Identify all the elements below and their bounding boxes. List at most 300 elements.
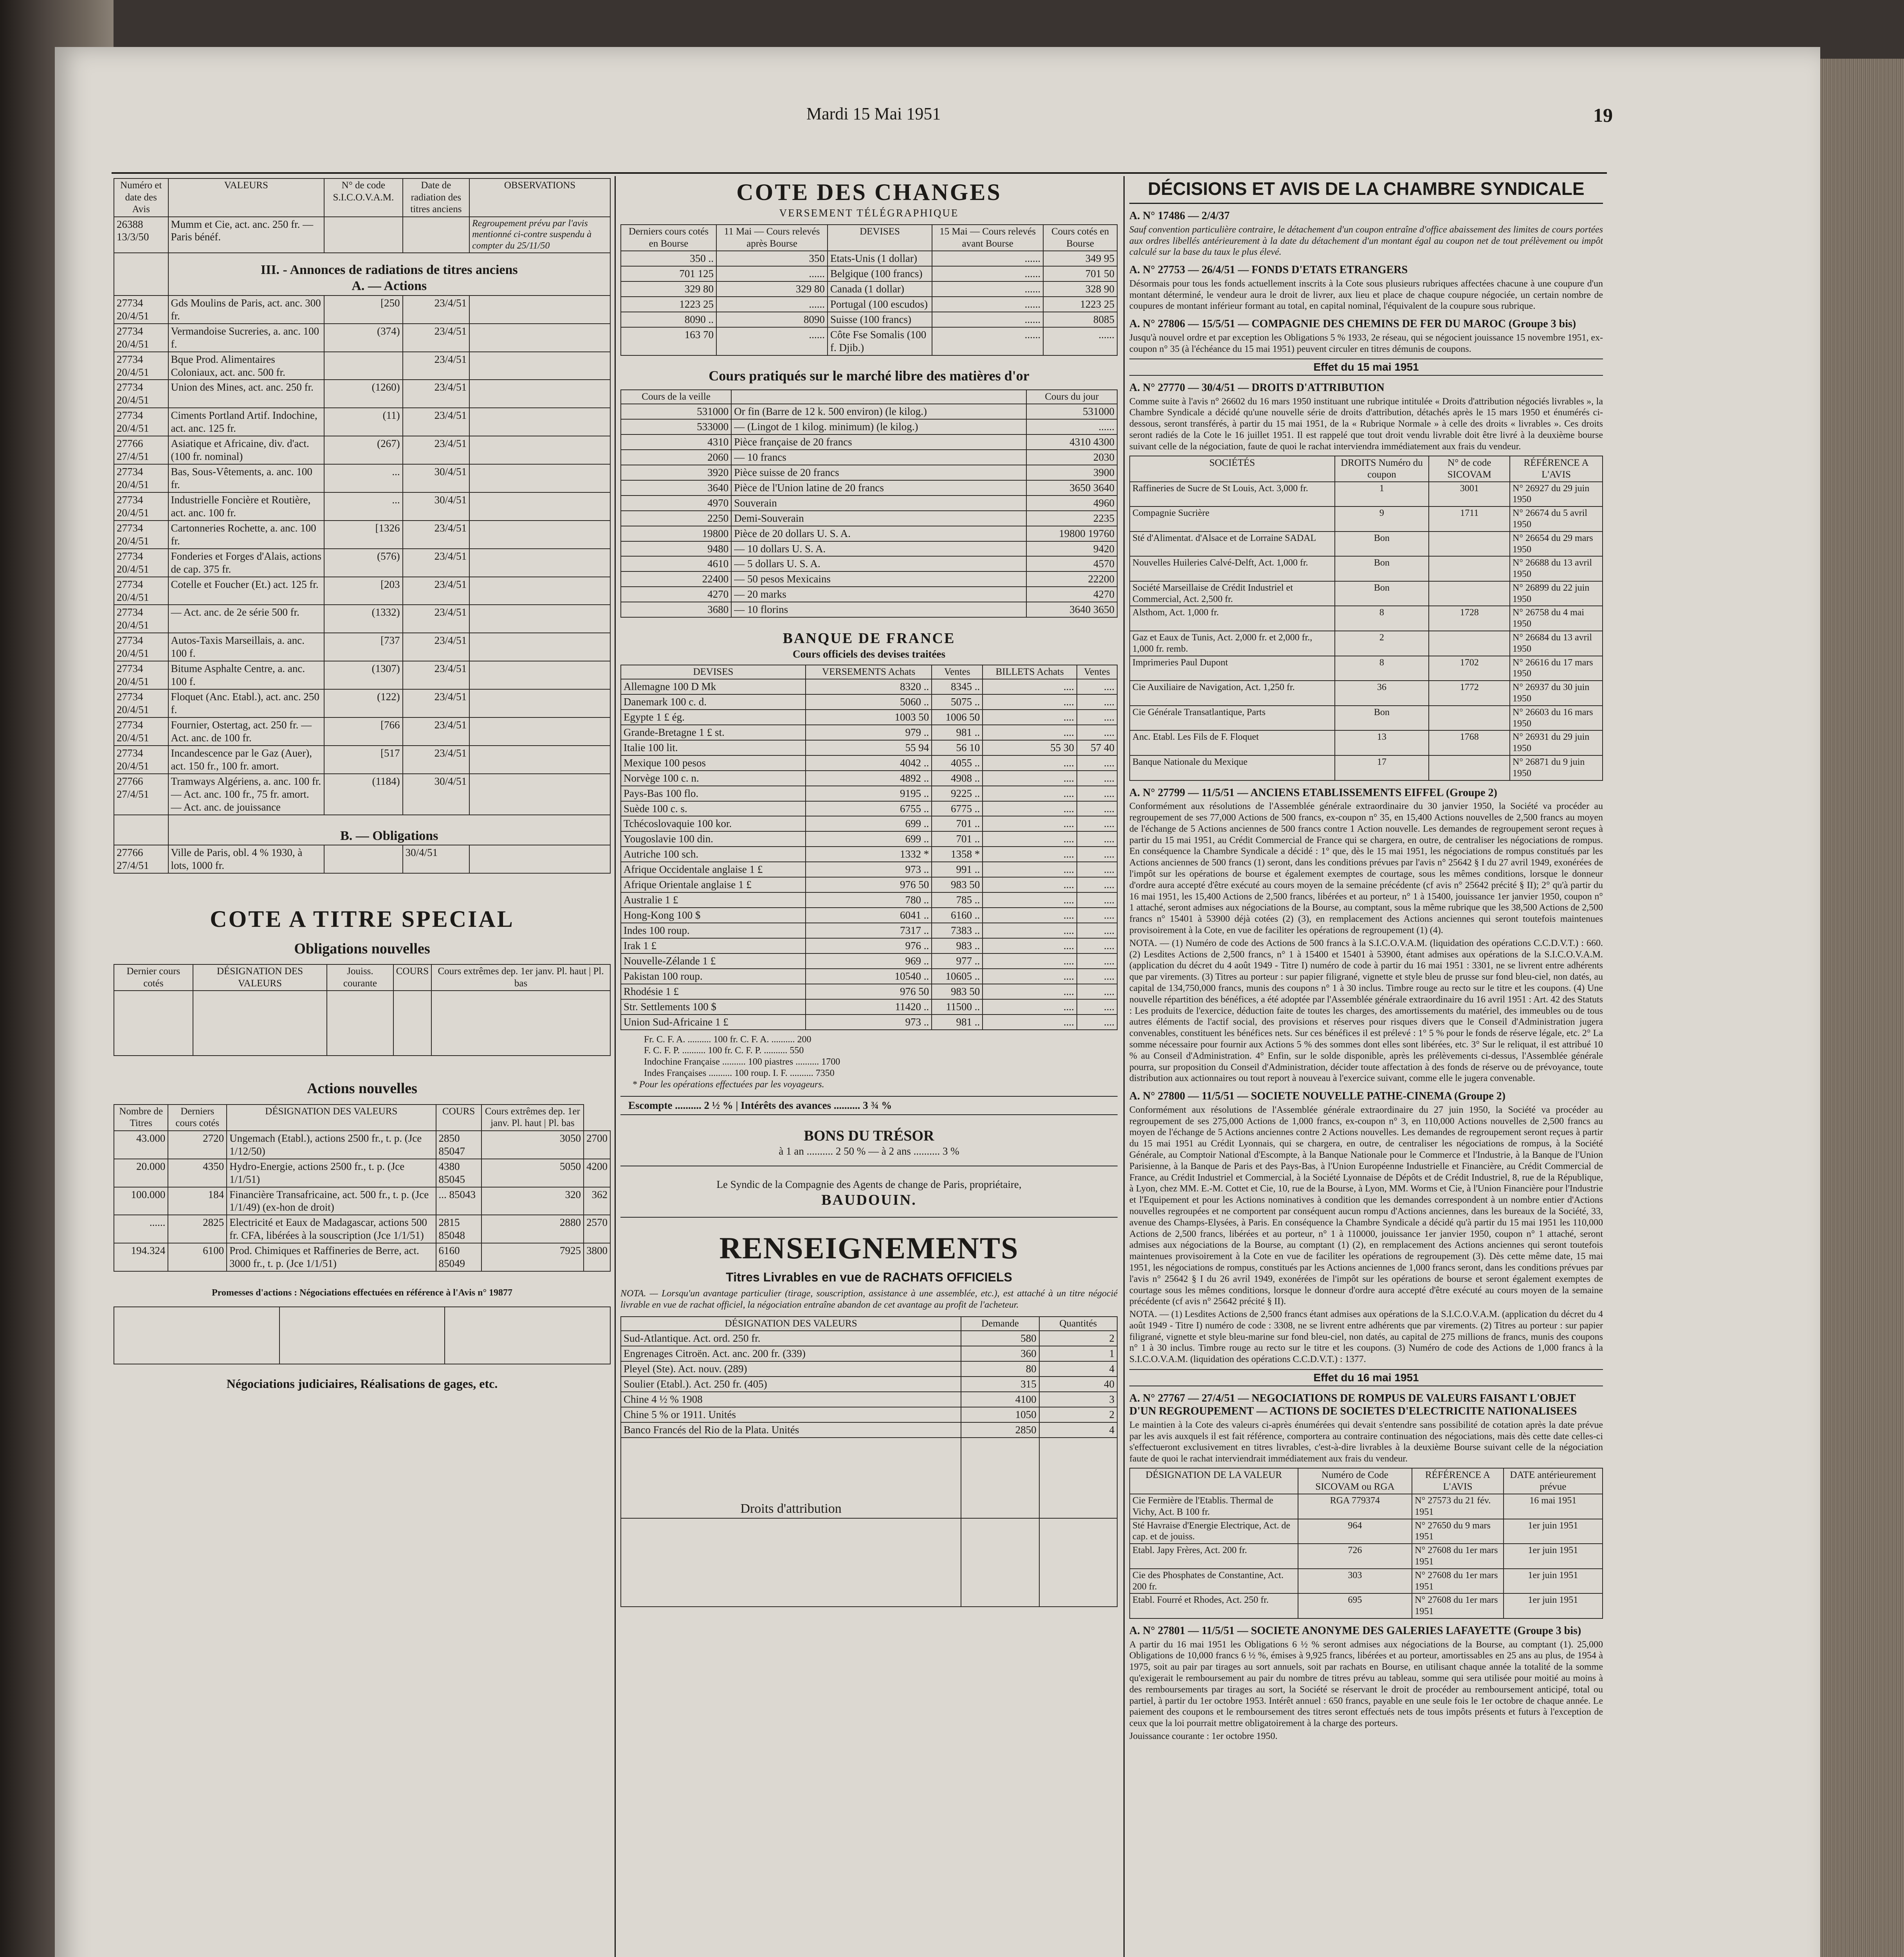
cell-part: ... [438, 1188, 447, 1200]
table-row [1130, 581, 1603, 606]
cell: 701 .. [932, 831, 983, 847]
cell: 695 [1298, 1593, 1412, 1618]
cell: ...... [932, 312, 1043, 327]
table-row [114, 717, 610, 746]
cell: ...... [932, 281, 1043, 297]
column-header: DATE antérieurement prévue [1504, 1468, 1603, 1494]
cell-part: 100 c. s. [652, 802, 687, 815]
cell: N° 27573 du 21 fév. 1951 [1412, 1494, 1503, 1519]
cell: ... [324, 492, 402, 521]
cell: 3920 [621, 465, 731, 480]
column-header: BILLETS Achats [983, 665, 1077, 679]
column-header: N° de code S.I.C.O.V.A.M. [324, 178, 402, 217]
table-row [621, 556, 1117, 571]
cell: (11) [324, 408, 402, 436]
cell [114, 661, 168, 689]
cell: 9 [1335, 506, 1429, 532]
cell: 8345 .. [932, 679, 983, 694]
column-header: VERSEMENTS Achats [806, 665, 932, 679]
cell-part: 85048 [438, 1229, 465, 1242]
cell: — Act. anc. de 2e série 500 fr. [168, 605, 325, 633]
cell: 1er juin 1951 [1504, 1519, 1603, 1544]
column-header [731, 390, 1026, 404]
billets-ventes: .... [1077, 831, 1117, 847]
cell: ...... [716, 266, 828, 281]
cell: Hydro-Energie, actions 2500 fr., t. p. (Jce 1/1/51) [227, 1159, 436, 1187]
cell-part: 1 £ [715, 1016, 728, 1028]
cell: 1728 [1429, 606, 1510, 631]
table-row [1130, 1519, 1603, 1544]
cell: 184 [168, 1187, 227, 1215]
cell: 7383 .. [932, 923, 983, 938]
cell: 55 94 [806, 740, 932, 755]
table-row [114, 661, 610, 689]
obligations-nouvelles-table [114, 964, 611, 1056]
cell [621, 755, 806, 771]
bons-tresor-title: BONS DU TRÉSOR [804, 1127, 934, 1144]
column-header: Numéro de Code SICOVAM ou RGA [1298, 1468, 1412, 1494]
column-header: Cours du jour [1026, 390, 1117, 404]
cell: 16 mai 1951 [1504, 1494, 1603, 1519]
table-row [114, 492, 610, 521]
cell: Nouvelles Huileries Calvé-Delft, Act. 1,000 fr. [1130, 556, 1335, 581]
billets-achats: .... [983, 908, 1077, 923]
table-row [621, 281, 1117, 297]
cell-part: Irak [624, 939, 641, 951]
column-header: Cours extrêmes dep. 1er janv. Pl. haut | Pl. bas [481, 1105, 584, 1131]
cell-part: Tchécoslovaquie [624, 818, 695, 830]
cell: ...... [716, 327, 828, 355]
cell: 1er juin 1951 [1504, 1544, 1603, 1569]
radiations-table [114, 178, 611, 874]
cell: 976 50 [806, 984, 932, 999]
changes-table [620, 224, 1118, 356]
cfa-line: F. C. F. P. .......... 100 fr. C. F. P. .......... 550 [644, 1045, 804, 1056]
cours-libre-title: Cours pratiqués sur le marché libre des matières d'or [709, 368, 1030, 384]
cell: [1326 [324, 521, 402, 549]
table-row [621, 327, 1117, 355]
cell-part: 27734 [117, 606, 143, 618]
table-row [114, 1131, 610, 1159]
titres-livrables-title: Titres Livrables en vue de RACHATS OFFICIELS [726, 1270, 1012, 1285]
cell: 328 90 [1043, 281, 1117, 297]
cell-part: 27734 [117, 297, 143, 309]
table-row [621, 312, 1117, 327]
cell-part: 100 D Mk [673, 681, 716, 693]
cell [436, 1131, 481, 1159]
cell: Gds Moulins de Paris, act. anc. 300 fr. [168, 296, 325, 324]
cell: Cie Fermière de l'Etablis. Thermal de Vichy, Act. B 100 fr. [1130, 1494, 1298, 1519]
cell-part: 20/4/51 [117, 676, 149, 688]
observation: Regroupement prévu par l'avis mentionné ci-contre suspendu à compter du 25/11/50 [469, 217, 610, 253]
table-row [114, 774, 610, 815]
column-header: Derniers cours cotés en Bourse [621, 225, 716, 251]
promesses-note: Promesses d'actions : Négociations effectuées en référence à l'Avis n° 19877 [211, 1288, 513, 1298]
cell: N° 27650 du 9 mars 1951 [1412, 1519, 1503, 1544]
cell: N° 26654 du 29 mars 1950 [1510, 532, 1603, 557]
versement-subtitle: VERSEMENT TÉLÉGRAPHIQUE [779, 207, 959, 219]
cell-part: 20/4/51 [117, 563, 149, 575]
cell: 780 .. [806, 892, 932, 908]
table-row [621, 969, 1117, 984]
table-row [1130, 681, 1603, 706]
table-row [114, 408, 610, 436]
cell: 1711 [1429, 506, 1510, 532]
cell: Bon [1335, 556, 1429, 581]
cell: 4055 .. [932, 755, 983, 771]
cell: 23/4/51 [403, 296, 470, 324]
cell: Pièce de 20 dollars U. S. A. [731, 526, 1026, 541]
billets-achats: .... [983, 999, 1077, 1015]
observation-cell [469, 380, 610, 408]
table-row [621, 297, 1117, 312]
table-row [114, 296, 610, 324]
billets-ventes: .... [1077, 771, 1117, 786]
cell-part: 20/4/51 [117, 732, 149, 744]
cell-part: 85049 [438, 1258, 465, 1270]
baudouin-signature: BAUDOUIN. [620, 1191, 1118, 1218]
cell: 20.000 [114, 1159, 168, 1187]
cell [621, 831, 806, 847]
column-header: OBSERVATIONS [469, 178, 610, 217]
cell: Engrenages Citroën. Act. anc. 200 fr. (339) [621, 1346, 961, 1361]
cell: N° 26927 du 29 juin 1950 [1510, 482, 1603, 507]
table-row [621, 434, 1117, 450]
billets-achats: .... [983, 892, 1077, 908]
cell: Suisse (100 francs) [828, 312, 932, 327]
column-header: VALEURS [168, 178, 325, 217]
cell: 23/4/51 [403, 577, 470, 605]
cell: 3050 [481, 1131, 584, 1159]
observation-cell [469, 549, 610, 577]
cell: 30/4/51 [403, 774, 470, 815]
cell: 9480 [621, 541, 731, 557]
column-header: DÉSIGNATION DES VALEURS [227, 1105, 436, 1131]
droits-table [1129, 456, 1603, 781]
cell: 533000 [621, 419, 731, 434]
cell: 5050 [481, 1159, 584, 1187]
cell-part: Allemagne [624, 681, 670, 693]
cell: 4 [1039, 1361, 1117, 1377]
cell-part: 1 £ [643, 939, 656, 951]
cell: (122) [324, 689, 402, 717]
cell: [766 [324, 717, 402, 746]
cell: Banco Francés del Rio de la Plata. Unités [621, 1422, 961, 1438]
billets-ventes: .... [1077, 908, 1117, 923]
cell: 4100 [961, 1392, 1039, 1407]
billets-achats: .... [983, 786, 1077, 801]
table-row [621, 847, 1117, 862]
avis-17486: A. N° 17486 — 2/4/37 [1129, 210, 1230, 222]
cell: [203 [324, 577, 402, 605]
cell: ...... [932, 297, 1043, 312]
cell: Société Marseillaise de Crédit Industriel et Commercial, Act. 2,500 fr. [1130, 581, 1335, 606]
cell: 1er juin 1951 [1504, 1593, 1603, 1618]
cell: 976 .. [806, 938, 932, 953]
cell: 4960 [1026, 496, 1117, 511]
cell: 4310 4300 [1026, 434, 1117, 450]
cell: 3640 [621, 480, 731, 496]
cell [621, 679, 806, 694]
cell-part: Indes [624, 924, 647, 937]
billets-ventes: .... [1077, 999, 1117, 1015]
cell-part: Suède [624, 802, 649, 815]
cell: 23/4/51 [403, 521, 470, 549]
cell: 2880 [481, 1215, 584, 1243]
promesses-table [114, 1306, 611, 1364]
cell: 979 .. [806, 725, 932, 740]
cell: Union des Mines, act. anc. 250 fr. [168, 380, 325, 408]
observation-cell [469, 746, 610, 774]
table-row [621, 938, 1117, 953]
cell: 531000 [621, 404, 731, 419]
cell-part: 1 £ [665, 894, 678, 906]
cell: Demi-Souverain [731, 511, 1026, 526]
cell: — 20 marks [731, 587, 1026, 602]
cell: Autos-Taxis Marseillais, a. anc. 100 f. [168, 633, 325, 661]
column-header: Cours extrêmes dep. 1er janv. Pl. haut | Pl. bas [431, 964, 610, 991]
cell-part: 100 flo. [665, 787, 699, 799]
nota-rachats: NOTA. — Lorsqu'un avantage particulier (tirage, souscription, assistance à une assemblée, etc.), est attaché à un titre négocié livrable en vue de rachat officiel, la négociation entraîne abandon de cet avantage au profit de l'acheteur. [620, 1288, 1118, 1310]
table-row [1130, 1494, 1603, 1519]
billets-achats: .... [983, 1015, 1077, 1030]
cell: Portugal (100 escudos) [828, 297, 932, 312]
cell: 4042 .. [806, 755, 932, 771]
table-row [621, 999, 1117, 1015]
cell: 23/4/51 [403, 605, 470, 633]
cell: Pièce française de 20 francs [731, 434, 1026, 450]
cell: [737 [324, 633, 402, 661]
cell: 8085 [1043, 312, 1117, 327]
observation-cell [469, 492, 610, 521]
cell-part: 20/4/51 [117, 647, 149, 660]
cell: N° 26758 du 4 mai 1950 [1510, 606, 1603, 631]
table-row [1130, 606, 1603, 631]
cell: 56 10 [932, 740, 983, 755]
cell [621, 877, 806, 892]
cell: 8 [1335, 606, 1429, 631]
table-row [621, 831, 1117, 847]
observation-cell [469, 633, 610, 661]
table-row [621, 1392, 1117, 1407]
cell: ...... [716, 297, 828, 312]
cell: 1358 * [932, 847, 983, 862]
column-header: 11 Mai — Cours relevés après Bourse [716, 225, 828, 251]
observation-cell [469, 464, 610, 492]
cell-part: 27734 [117, 353, 143, 365]
cell: Tramways Algériens, a. anc. 100 fr. — Act. anc. 100 fr., 75 fr. amort. — Act. anc. de jouissance [168, 774, 325, 815]
cell: Etats-Unis (1 dollar) [828, 251, 932, 266]
cell: Bon [1335, 581, 1429, 606]
cell-part: Italie [624, 741, 645, 753]
cell: 9195 .. [806, 786, 932, 801]
cell [436, 1159, 481, 1187]
cell [114, 717, 168, 746]
cell-part: 100 $ [676, 909, 701, 921]
table-row [621, 1331, 1117, 1346]
cell: Pièce suisse de 20 francs [731, 465, 1026, 480]
cell-part: 1 £ st. [699, 726, 725, 738]
avis-27799: A. N° 27799 — 11/5/51 — ANCIENS ETABLISSEMENTS EIFFEL (Groupe 2) [1129, 786, 1497, 799]
rompus-table [1129, 1468, 1603, 1619]
cell: — 50 pesos Mexicains [731, 571, 1026, 587]
table-row [114, 549, 610, 577]
cell: 4908 .. [932, 771, 983, 786]
cell: 8090 .. [621, 312, 716, 327]
billets-ventes: .... [1077, 1015, 1117, 1030]
cell: Ungemach (Etabl.), actions 2500 fr., t. p. (Jce 1/12/50) [227, 1131, 436, 1159]
cell-part: 20/4/51 [117, 591, 149, 603]
table-row [621, 877, 1117, 892]
billets-achats: .... [983, 847, 1077, 862]
cell: 11420 .. [806, 999, 932, 1015]
cell: 2825 [168, 1215, 227, 1243]
cell: Etabl. Fourré et Rhodes, Act. 250 fr. [1130, 1593, 1298, 1618]
cell: 23/4/51 [403, 380, 470, 408]
cell [621, 999, 806, 1015]
cell: Pleyel (Ste). Act. nouv. (289) [621, 1361, 961, 1377]
cell: 4270 [621, 587, 731, 602]
column-header: RÉFÉRENCE A L'AVIS [1412, 1468, 1503, 1494]
cell: 1050 [961, 1407, 1039, 1422]
billets-achats: .... [983, 771, 1077, 786]
cell: 2 [1335, 631, 1429, 656]
cell [621, 847, 806, 862]
billets-ventes: .... [1077, 862, 1117, 877]
cell-part: 27734 [117, 691, 143, 703]
cell [621, 892, 806, 908]
cell [1429, 755, 1510, 780]
cell: 6775 .. [932, 801, 983, 816]
cell-part: Union Sud-Africaine [624, 1016, 713, 1028]
cell [114, 492, 168, 521]
cell-part: 2815 [438, 1216, 460, 1229]
table-row [1130, 706, 1603, 731]
cell [621, 984, 806, 999]
column-header: Numéro et date des Avis [114, 178, 168, 217]
table-row [621, 740, 1117, 755]
banque-subtitle: Cours officiels des devises traitées [793, 648, 945, 660]
date-radiation: 30/4/51 [403, 845, 470, 873]
cell [114, 549, 168, 577]
cell: 10540 .. [806, 969, 932, 984]
avis-text: Comme suite à l'avis n° 26602 du 16 mars 1950 instituant une rubrique intitulée « Droits d'attribution négociés livrables », la Chambre Syndicale a décidé qu'une nouvelle série de droits d'attribution, détachés après le 15 mars 1950 et énumérés ci-dessous, seront transférés, à partir du 15 mai 1951, de la « Rubrique Normale » à celle des droits « livrables ». Ces droits seront radiés de la Cote le 16 juillet 1951. Il est rappelé que tout droit vendu livrable doit être livré à la deuxième bourse suivant celle de la négociation, faute de quoi le rachat interviendra immédiatement aux frais du vendeur. [1129, 396, 1603, 452]
cell [436, 1243, 481, 1271]
cell-part: 20/4/51 [117, 366, 149, 378]
cell: 163 70 [621, 327, 716, 355]
cell-part: 20/4/51 [117, 394, 149, 406]
billets-ventes: .... [1077, 984, 1117, 999]
column-header: COURS [436, 1105, 481, 1131]
cell: 30/4/51 [403, 492, 470, 521]
cell-part: 100 roup. [649, 924, 690, 937]
cell [1429, 556, 1510, 581]
table-row [621, 1346, 1117, 1361]
cell: 4200 [584, 1159, 610, 1187]
column-header: Ventes [932, 665, 983, 679]
cell: Industrielle Foncière et Routière, act. anc. 100 fr. [168, 492, 325, 521]
cell [114, 408, 168, 436]
cell-part: 1 £ [738, 879, 752, 891]
cell: 17 [1335, 755, 1429, 780]
cell-part: Nouvelle-Zélande [624, 955, 700, 967]
cell: 350 [716, 251, 828, 266]
cell: Etabl. Japy Frères, Act. 200 fr. [1130, 1544, 1298, 1569]
cell: 13 [1335, 730, 1429, 755]
cell: 320 [481, 1187, 584, 1215]
jouissance-line: Jouissance courante : 1er octobre 1950. [1129, 1731, 1278, 1741]
observation-cell [469, 352, 610, 380]
cell: 3900 [1026, 465, 1117, 480]
cell: 23/4/51 [403, 436, 470, 464]
cell [114, 605, 168, 633]
billets-ventes: .... [1077, 923, 1117, 938]
cell [1429, 581, 1510, 606]
cell: 726 [1298, 1544, 1412, 1569]
cell: — 10 dollars U. S. A. [731, 541, 1026, 557]
avis-date: 13/3/50 [117, 231, 149, 243]
cell: 315 [961, 1377, 1039, 1392]
cell [114, 436, 168, 464]
cell-part: 20/4/51 [117, 619, 149, 631]
cell: N° 26616 du 17 mars 1950 [1510, 656, 1603, 681]
cell-part: Mexique [624, 757, 661, 769]
observation-cell [469, 408, 610, 436]
cell: Fonderies et Forges d'Alais, actions de cap. 375 fr. [168, 549, 325, 577]
cote-special-title: COTE A TITRE SPECIAL [210, 906, 514, 932]
cell: 1003 50 [806, 710, 932, 725]
cell: 23/4/51 [403, 352, 470, 380]
table-row [114, 324, 610, 352]
column-header: Nombre de Titres [114, 1105, 168, 1131]
billets-ventes: .... [1077, 710, 1117, 725]
column-header: Date de radiation des titres anciens [403, 178, 470, 217]
cell [621, 1015, 806, 1030]
avis-27767: A. N° 27767 — 27/4/51 — NEGOCIATIONS DE ROMPUS DE VALEURS FAISANT L'OBJET D'UN REGROUPEMENT — ACTIONS DE SOCIETES D'ELECTRICITE NATIONALISEES [1129, 1392, 1577, 1418]
cell: 23/4/51 [403, 549, 470, 577]
cell: N° 26674 du 5 avril 1950 [1510, 506, 1603, 532]
avis-nota: NOTA. — (1) Numéro de code des Actions de 500 francs à la S.I.C.O.V.A.M. (liquidation des opérations C.C.D.V.T.) : 660. (2) Lesdites Actions de 2,500 francs, n° 1 à 15400 et 15401 à 53900, étant admises aux opérations de la S.I.C.O.V.A.M. (application du décret du 4 août 1949 - Titre I) numéro de code à partir du 16 mai 1951 : 3301, ne se livrent entre adhérents que par virements. (3) Titres au porteur : sur papier filigrané, vignette et style bleu de prusse sur fond bleu-ciel, non datés, au capital de 134,750,000 francs, munis des coupons n° 1 à 30 inclus. Timbre rouge au recto sur le titre et les coupons. (4) Une nouvelle répartition des bénéfices, a été adoptée par l'Assemblée générale extraordinaire du 16 avril 1951 : Art. 42 des Statuts : Les produits de l'exercice, déduction faite de toutes les charges, des amortissements du matériel, des immeubles ou de tous autres éléments de l'actif social, des provisions et réserves pour risques divers que le Conseil d'Administration jugera convenables, constituent les bénéfices nets. Sur ces bénéfices il est prélevé : 1° 5 % pour le fonds de réserve légale, etc. 2° La somme nécessaire pour fournir aux Actions 5 % des sommes dont elles sont libérées, etc. 3° Sur le reliquat, il est attribué 10 % au Conseil d'Administration. 4° Enfin, sur le solde disponible, après les prélèvements ci-dessus, l'Assemblée générale pourra, sur proposition du Conseil d'Administration, décider toute affectation à des fonds de réserve ou de prévoyance, toute distribution aux actionnaires ou tout report à nouveau à l'exercice suivant, comme elle le jugera convenable. [1129, 938, 1603, 1084]
cell: Floquet (Anc. Etabl.), act. anc. 250 f. [168, 689, 325, 717]
table-row [1130, 556, 1603, 581]
cell: 23/4/51 [403, 661, 470, 689]
cell-part: Afrique Orientale anglaise [624, 879, 736, 891]
cell: 1er juin 1951 [1504, 1569, 1603, 1594]
column-header: DROITS Numéro du coupon [1335, 456, 1429, 482]
column-decisions [1129, 178, 1603, 1957]
table-row [621, 801, 1117, 816]
table-row [621, 587, 1117, 602]
cell: 30/4/51 [403, 464, 470, 492]
cell: 3680 [621, 602, 731, 617]
note-voyageurs: * Pour les opérations effectuées par les voyageurs. [632, 1079, 824, 1090]
cell-part: 27734 [117, 325, 143, 337]
column-header: 15 Mai — Cours relevés avant Bourse [932, 225, 1043, 251]
cell: 10605 .. [932, 969, 983, 984]
cell: 2720 [168, 1131, 227, 1159]
cell-part: 27734 [117, 494, 143, 506]
cell: 1332 * [806, 847, 932, 862]
cell: (1332) [324, 605, 402, 633]
cell: Gaz et Eaux de Tunis, Act. 2,000 fr. et 2,000 fr., 1,000 fr. remb. [1130, 631, 1335, 656]
cell: N° 26931 du 29 juin 1950 [1510, 730, 1603, 755]
cell: 80 [961, 1361, 1039, 1377]
cell: 1772 [1429, 681, 1510, 706]
cell-part: 20/4/51 [117, 760, 149, 772]
cell: Electricité et Eaux de Madagascar, actions 500 fr. CFA, libérées à la souscription (Jce 1/1/51) [227, 1215, 436, 1243]
top-rule [112, 172, 1607, 174]
cell: Raffineries de Sucre de St Louis, Act. 3,000 fr. [1130, 482, 1335, 507]
